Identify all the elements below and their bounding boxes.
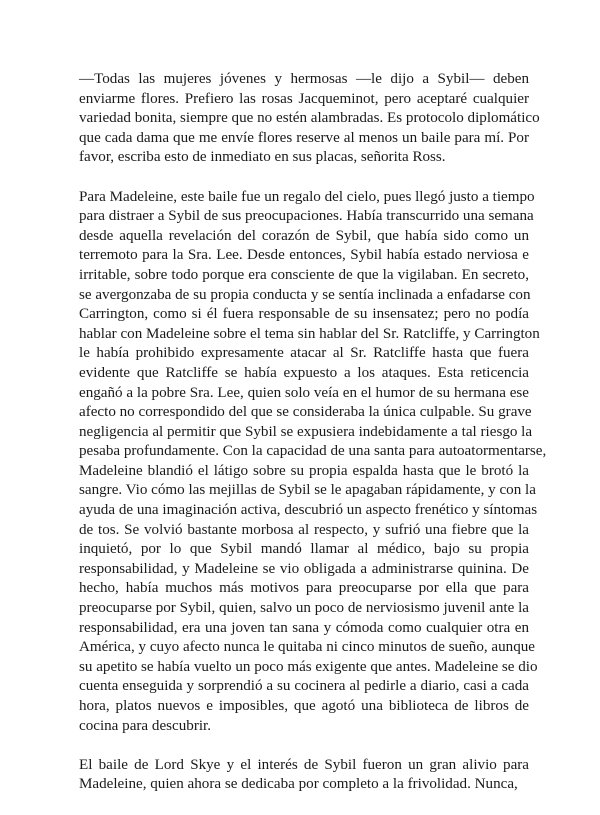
text-line: preocuparse por Sybil, quien, salvo un poco de nerviosismo juvenil ante la [79, 600, 529, 617]
paragraph [79, 188, 547, 737]
text-line: responsabilidad, y Madeleine se vio obligada a administrarse quinina. De [79, 560, 529, 577]
text-line: sangre. Vio cómo las mejillas de Sybil se le apagaban rápidamente, y con la [79, 482, 536, 499]
text-line: irritable, sobre todo porque era consciente de que la vigilaban. En secreto, [79, 266, 529, 283]
text-line: El baile de Lord Skye y el interés de Sybil fueron un gran alivio para [79, 756, 529, 773]
text-line: Madeleine, quien ahora se dedicaba por completo a la frivolidad. Nunca, [79, 776, 518, 793]
text-line: negligencia al permitir que Sybil se expusiera indebidamente a tal riesgo la [79, 423, 533, 440]
text-line: terremoto para la Sra. Lee. Desde entonces, Sybil había estado nerviosa e [79, 247, 529, 264]
text-line: ayuda de una imaginación activa, descubrió un aspecto frenético y síntomas [79, 502, 538, 519]
paragraph [79, 756, 529, 795]
text-line: —Todas las mujeres jóvenes y hermosas —le dijo a Sybil— deben [79, 71, 529, 87]
text-line: variedad bonita, siempre que no estén alambradas. Es protocolo diplomático [79, 110, 540, 127]
text-line: evidente que Ratcliffe se había expuesto a los ataques. Esta reticencia [79, 364, 529, 381]
text-line: hora, platos nuevos e imposibles, que agotó una biblioteca de libros de [79, 698, 529, 714]
text-line: afecto no correspondido del que se consideraba la única culpable. Su grave [79, 404, 532, 421]
text-line: que cada dama que me envíe flores reserve al menos un baile para mí. Por [79, 129, 529, 146]
text-line: América, y cuyo afecto nunca le quitaba ni cinco minutos de sueño, aunque [79, 639, 536, 656]
text-line: enviarme flores. Prefiero las rosas Jacqueminot, pero aceptaré cualquier [79, 90, 529, 107]
text-line: para distraer a Sybil de sus preocupaciones. Había transcurrido una semana [79, 208, 534, 225]
text-line: engañó a la pobre Sra. Lee, quien solo veía en el humor de su hermana ese [79, 384, 529, 401]
text-line: inquietó, por lo que Sybil mandó llamar al médico, bajo su propia [79, 541, 529, 558]
text-line: hecho, había muchos más motivos para preocuparse por ella que para [79, 580, 529, 597]
text-line: hablar con Madeleine sobre el tema sin hablar del Sr. Ratcliffe, y Carrington [79, 325, 540, 342]
text-line: Para Madeleine, este baile fue un regalo del cielo, pues llegó justo a tiempo [79, 188, 535, 205]
text-line: cocina para descubrir. [79, 717, 212, 734]
text-line: Madeleine blandió el látigo sobre su propia espalda hasta que le brotó la [79, 462, 529, 479]
text-line: se avergonzaba de su propia conducta y se sentía inclinada a enfadarse con [79, 286, 531, 303]
text-line: pesaba profundamente. Con la capacidad de una santa para autoatormentarse, [79, 443, 547, 460]
text-line: le había prohibido expresamente atacar al Sr. Ratcliffe hasta que fuera [79, 345, 529, 362]
text-line: su apetito se había vuelto un poco más exigente que antes. Madeleine se dio [79, 658, 538, 675]
text-line: responsabilidad, era una joven tan sana y cómoda como cualquier otra en [79, 619, 529, 636]
document-body [79, 70, 547, 815]
paragraph [79, 70, 540, 168]
text-line: de tos. Se volvió bastante morbosa al respecto, y sufrió una fiebre que la [79, 521, 529, 538]
text-line: favor, escriba esto de inmediato en sus placas, señorita Ross. [79, 149, 446, 166]
text-line: cuenta enseguida y sorprendió a su cocinera al pedirle a diario, casi a cada [79, 678, 529, 695]
text-line: Carrington, como si él fuera responsable de su insensatez; pero no podía [79, 306, 529, 323]
text-line: desde aquella revelación del corazón de Sybil, que había sido como un [79, 227, 529, 244]
